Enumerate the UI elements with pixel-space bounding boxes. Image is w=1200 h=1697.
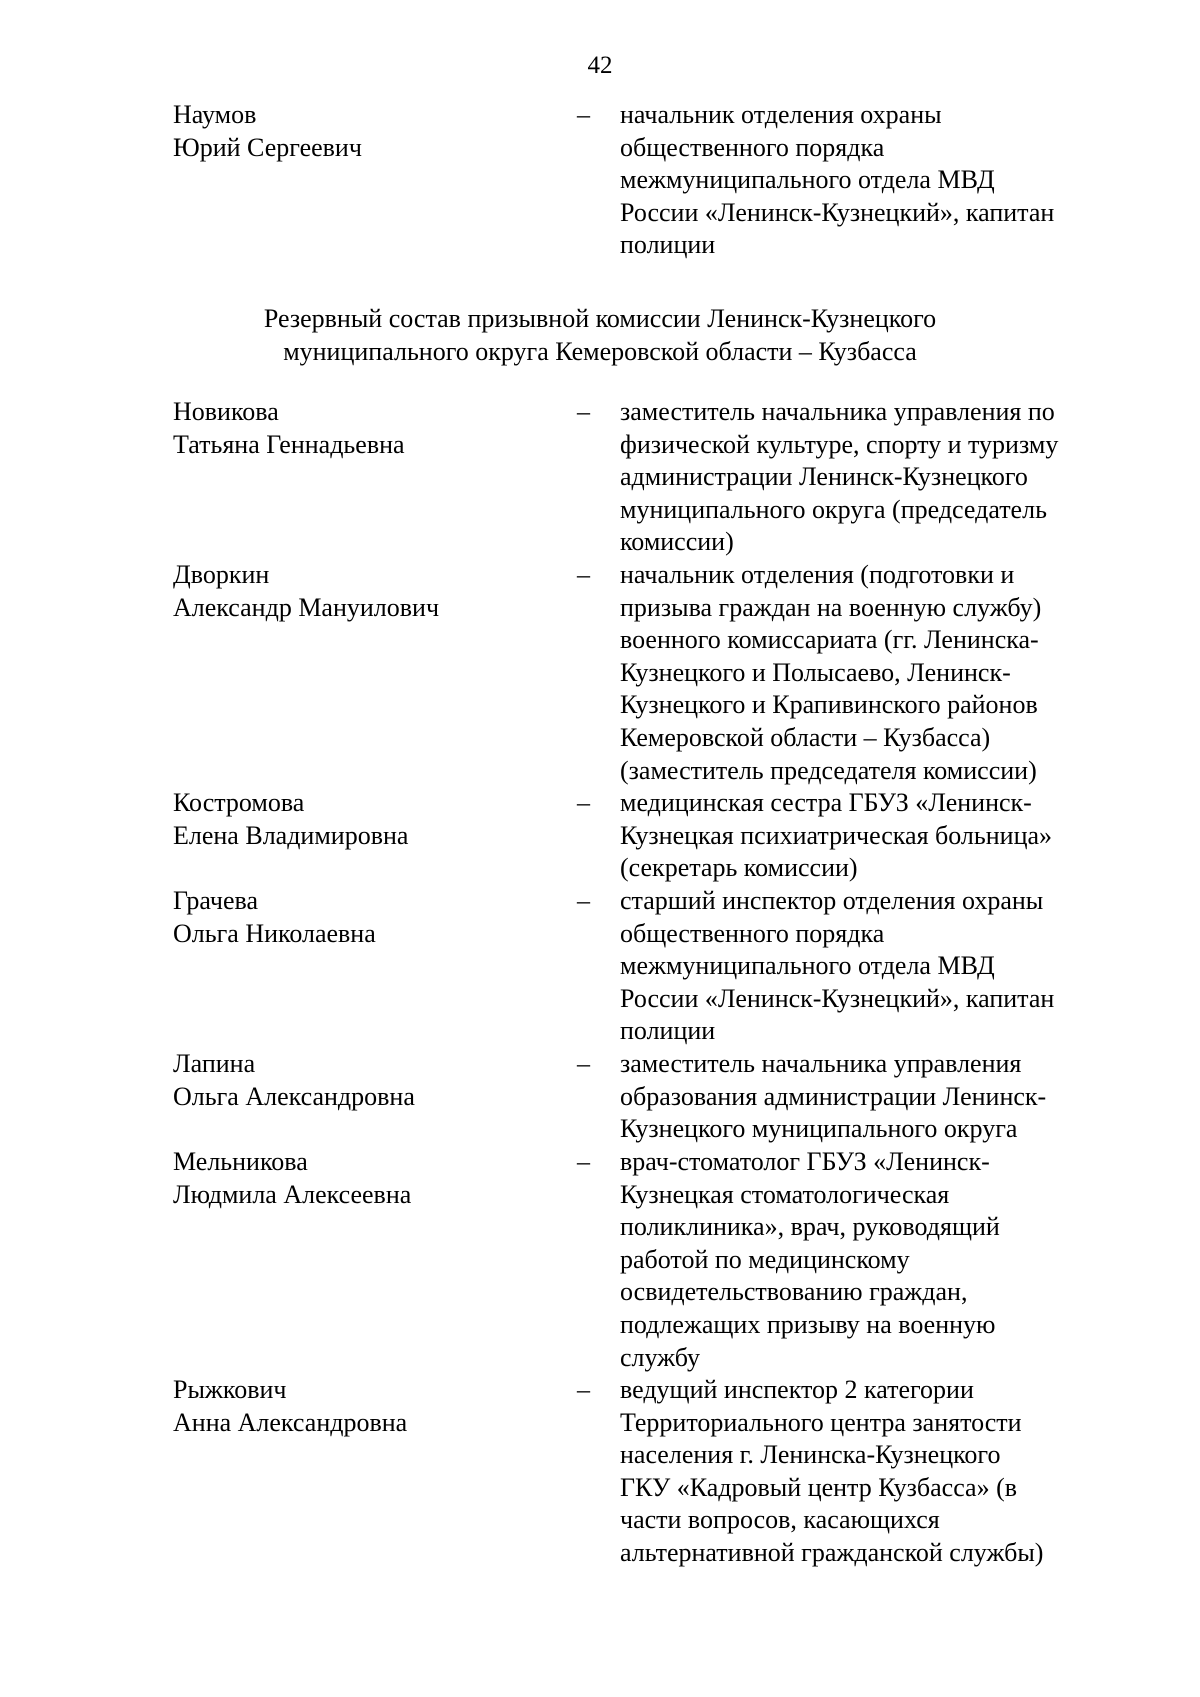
position-line: службу [620,1342,701,1372]
member-given-names: Ольга Александровна [173,1081,415,1111]
position-line: образования администрации Ленинск- [620,1081,1047,1111]
member-given-names: Юрий Сергеевич [173,132,362,162]
member-position [620,787,1120,885]
member-position [620,99,1120,262]
position-line: медицинская сестра ГБУЗ «Ленинск- [620,788,1032,817]
position-line: врач-стоматолог ГБУЗ «Ленинск- [620,1147,990,1176]
member-given-names: Елена Владимировна [173,820,409,850]
position-line: ГКУ «Кадровый центр Кузбасса» (в [620,1472,1018,1502]
entry-dash: – [577,560,590,589]
position-line: старший инспектор отделения охраны [620,886,1044,915]
position-line: Кемеровской области – Кузбасса) [620,722,991,752]
member-surname: Новикова [173,397,279,426]
member-name [173,1374,573,1439]
member-surname: Наумов [173,100,257,129]
position-line: общественного порядка [620,132,885,162]
position-line: части вопросов, касающихся [620,1505,940,1535]
member-given-names: Анна Александровна [173,1407,408,1437]
position-line: Кузнецкая стоматологическая [620,1179,950,1209]
member-name [173,1048,573,1113]
member-name [173,1146,573,1211]
position-line: общественного порядка [620,918,885,948]
position-line: начальник отделения охраны [620,100,942,129]
member-given-names: Людмила Алексеевна [173,1179,412,1209]
position-line: межмуниципального отдела МВД [620,165,995,195]
position-line: подлежащих призыву на военную [620,1309,996,1339]
entry-dash: – [577,100,590,129]
position-line: Кузнецкого и Крапивинского районов [620,690,1038,720]
member-position [620,1374,1120,1570]
member-position [620,1146,1120,1374]
member-surname: Рыжкович [173,1375,287,1404]
entry-dash: – [577,1375,590,1404]
member-name [173,99,573,164]
member-position [620,396,1120,559]
member-position [620,559,1120,787]
position-line: полиции [620,1016,716,1046]
member-position [620,885,1120,1048]
entry-dash: – [577,1147,590,1176]
position-line: Кузнецкая психиатрическая больница» [620,820,1053,850]
page-number: 42 [587,52,613,79]
position-line: военного комиссариата (гг. Ленинска- [620,625,1039,655]
position-line: администрации Ленинск-Кузнецкого [620,462,1028,492]
entry-dash: – [577,886,590,915]
position-line: работой по медицинскому [620,1244,910,1274]
member-surname: Лапина [173,1049,256,1078]
position-line: (секретарь комиссии) [620,853,858,883]
member-surname: Грачева [173,886,258,915]
member-given-names: Ольга Николаевна [173,918,376,948]
position-line: Территориального центра занятости [620,1407,1022,1437]
member-name [173,559,573,624]
position-line: начальник отделения (подготовки и [620,560,1015,589]
member-given-names: Татьяна Геннадьевна [173,429,405,459]
position-line: России «Ленинск-Кузнецкий», капитан [620,197,1055,227]
position-line: комиссии) [620,527,734,557]
position-line: муниципального округа (председатель [620,494,1047,524]
position-line: освидетельствованию граждан, [620,1277,968,1307]
heading-line: Резервный состав призывной комиссии Ленинск-Кузнецкого [263,304,937,333]
position-line: поликлиника», врач, руководящий [620,1212,1000,1242]
entry-dash: – [577,788,590,817]
position-line: заместитель начальника управления [620,1049,1022,1078]
position-line: ведущий инспектор 2 категории [620,1375,974,1404]
position-line: межмуниципального отдела МВД [620,951,995,981]
position-line: полиции [620,230,716,260]
member-position [620,1048,1120,1146]
heading-line: муниципального округа Кемеровской области – Кузбасса [283,336,917,366]
member-name [173,885,573,950]
position-line: (заместитель председателя комиссии) [620,755,1037,785]
member-surname: Костромова [173,788,305,817]
position-line: населения г. Ленинска-Кузнецкого [620,1440,1001,1470]
entry-dash: – [577,397,590,426]
reserve-section-heading [0,303,1200,368]
position-line: заместитель начальника управления по [620,397,1055,426]
member-surname: Мельникова [173,1147,308,1176]
position-line: Кузнецкого муниципального округа [620,1114,1018,1144]
position-line: альтернативной гражданской службы) [620,1537,1044,1567]
position-line: России «Ленинск-Кузнецкий», капитан [620,983,1055,1013]
position-line: Кузнецкого и Полысаево, Ленинск- [620,657,1011,687]
member-surname: Дворкин [173,560,270,589]
entry-dash: – [577,1049,590,1078]
member-given-names: Александр Мануилович [173,592,440,622]
member-name [173,396,573,461]
member-name [173,787,573,852]
position-line: физической культуре, спорту и туризму [620,429,1059,459]
position-line: призыва граждан на военную службу) [620,592,1042,622]
